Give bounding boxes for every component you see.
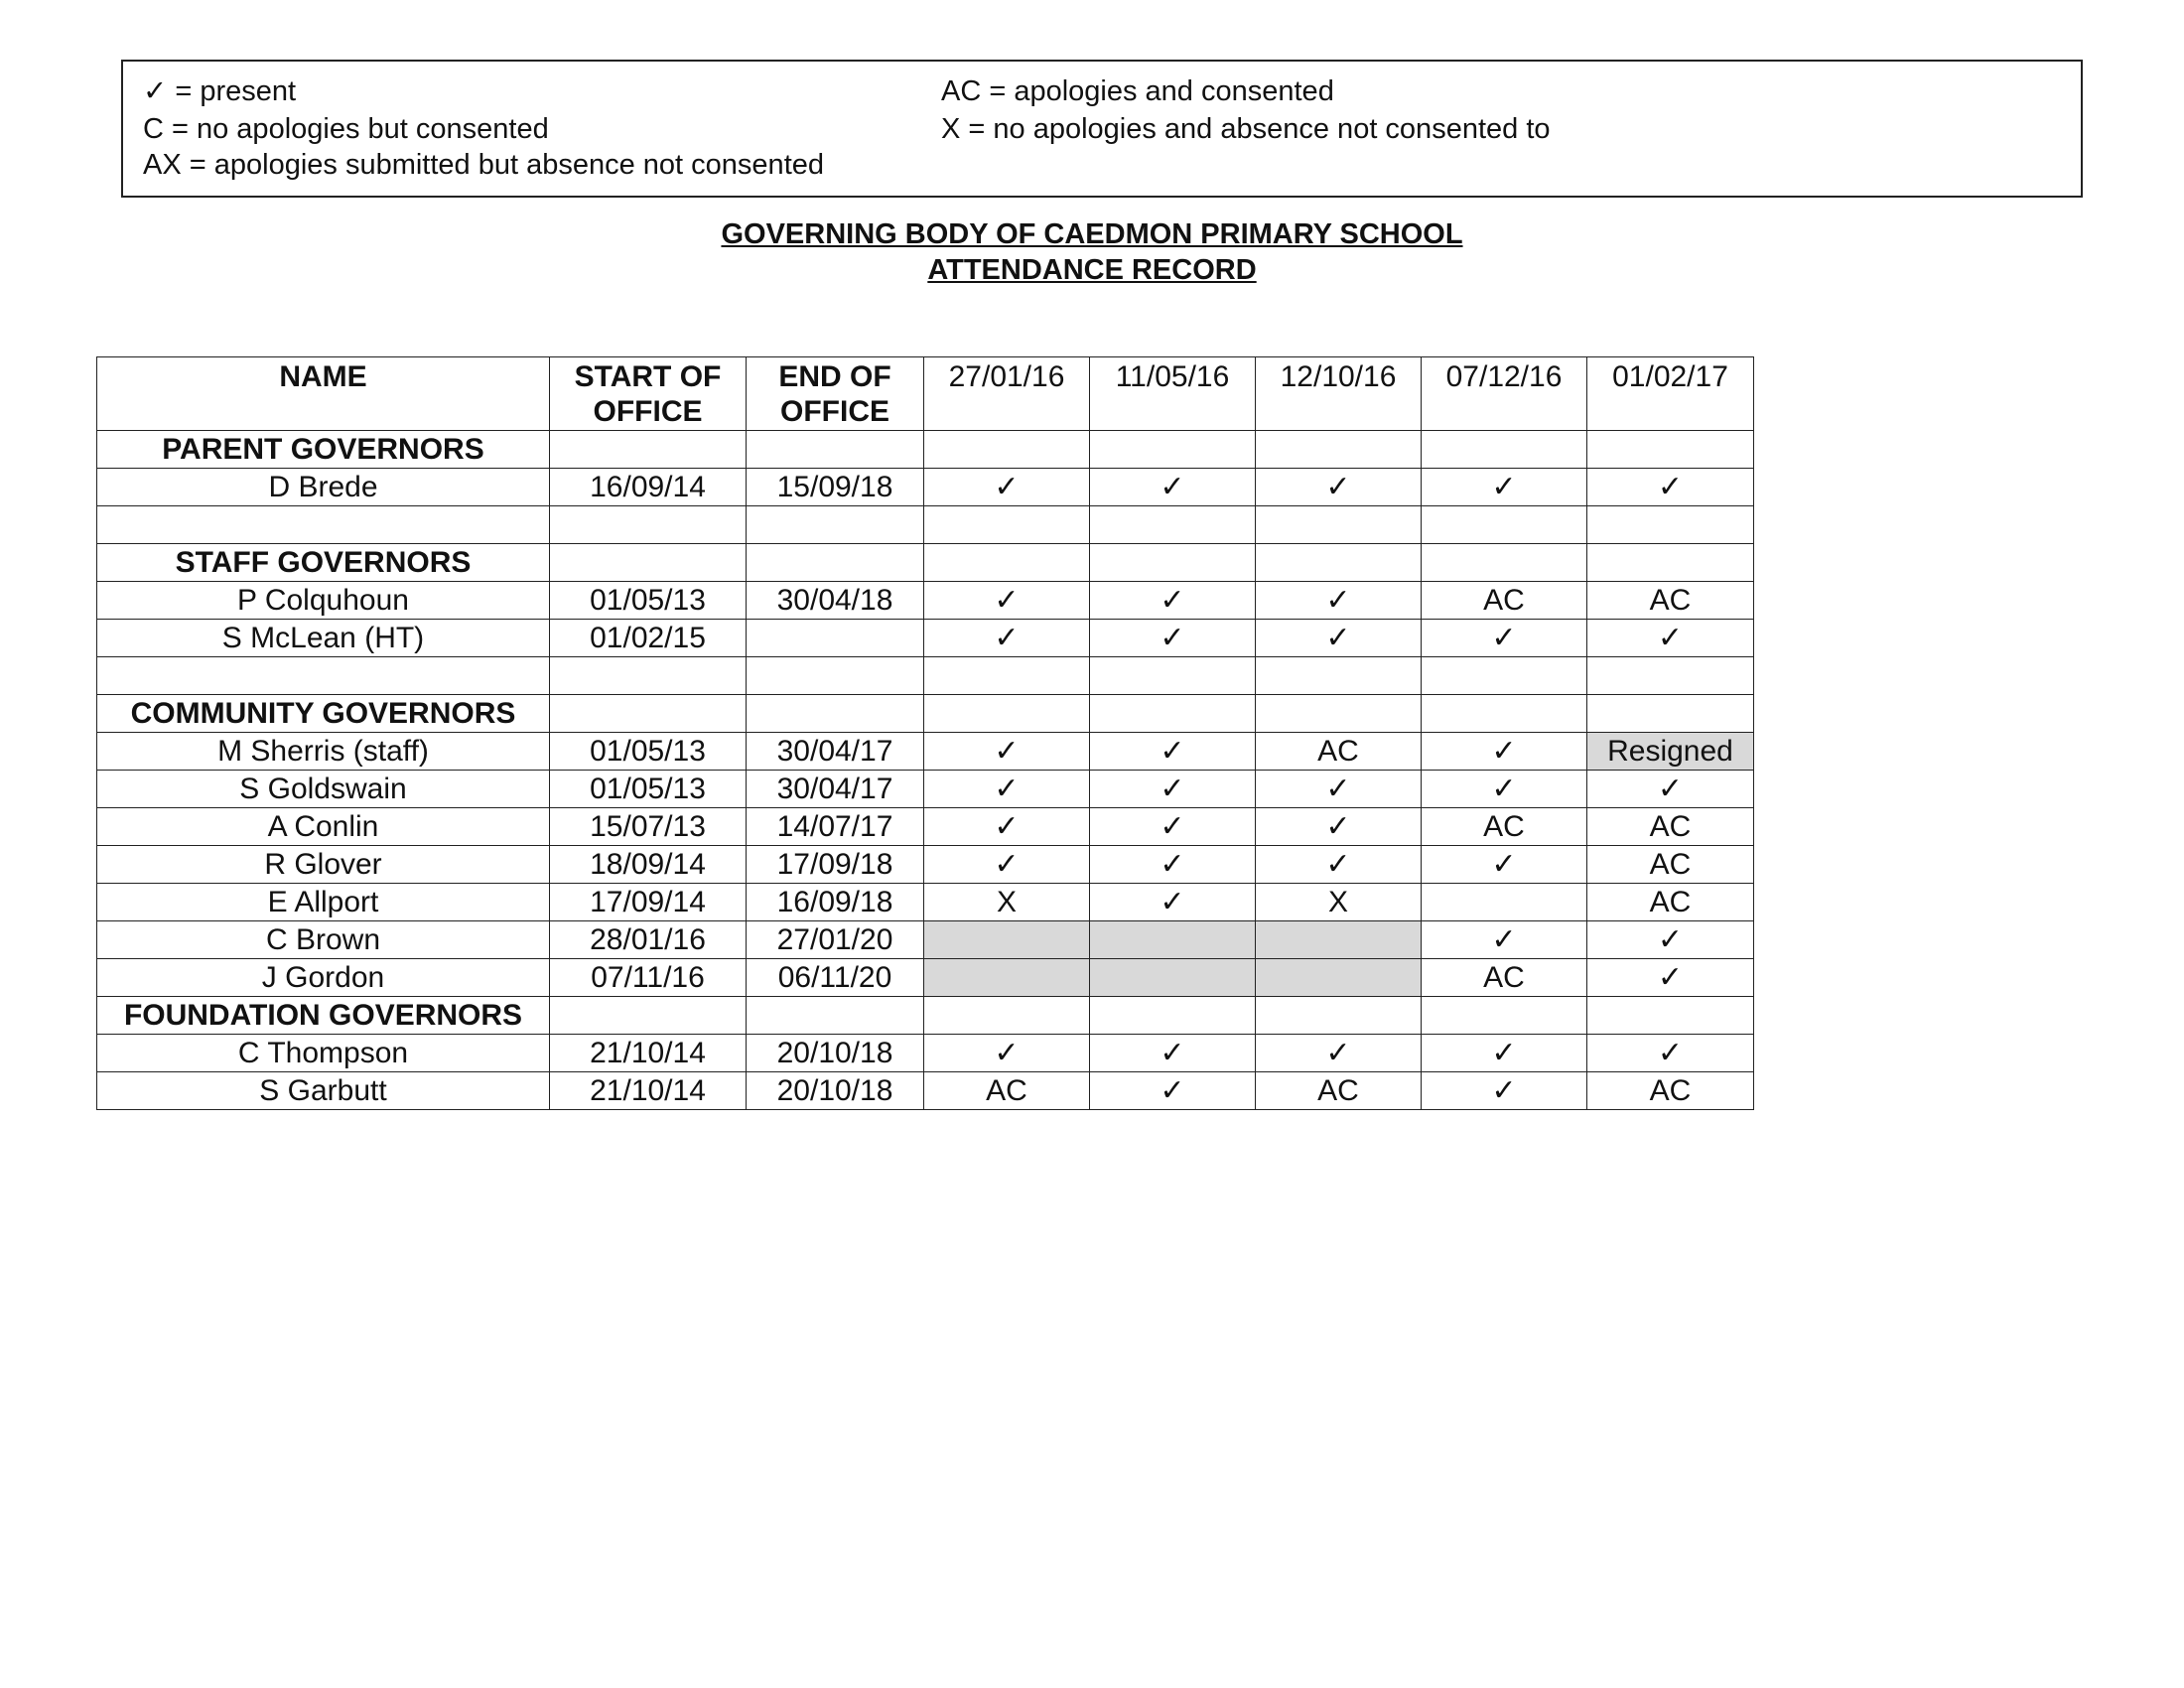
attendance-cell [1422, 431, 1587, 469]
attendance-cell [1422, 695, 1587, 733]
attendance-cell: ✓ [1256, 469, 1422, 506]
attendance-cell [1256, 506, 1422, 544]
attendance-cell [924, 921, 1090, 959]
end-of-office-cell: 16/09/18 [747, 884, 924, 921]
governor-name [97, 657, 550, 695]
legend-ax: AX = apologies submitted but absence not consented [143, 149, 825, 181]
attendance-cell: ✓ [1090, 808, 1256, 846]
attendance-cell: X [1256, 884, 1422, 921]
attendance-cell: ✓ [1256, 808, 1422, 846]
governor-name: J Gordon [97, 959, 550, 997]
attendance-cell [1422, 506, 1587, 544]
attendance-cell [924, 506, 1090, 544]
start-of-office-cell: 01/05/13 [550, 733, 747, 771]
header-end-of-office [747, 357, 924, 431]
attendance-cell: AC [1422, 582, 1587, 620]
attendance-cell: AC [1587, 808, 1754, 846]
attendance-cell: AC [1256, 733, 1422, 771]
attendance-cell: ✓ [1422, 620, 1587, 657]
attendance-cell: ✓ [1090, 771, 1256, 808]
attendance-cell [1256, 695, 1422, 733]
start-of-office-cell: 15/07/13 [550, 808, 747, 846]
table-row [97, 1035, 1754, 1072]
start-of-office-cell: 01/05/13 [550, 582, 747, 620]
attendance-cell [924, 431, 1090, 469]
legend-c: C = no apologies but consented [143, 113, 549, 145]
end-of-office-cell: 14/07/17 [747, 808, 924, 846]
attendance-cell: AC [1587, 582, 1754, 620]
attendance-cell: X [924, 884, 1090, 921]
header-end-label: END OF OFFICE [778, 360, 891, 428]
header-row [97, 357, 1754, 431]
end-of-office-cell: 17/09/18 [747, 846, 924, 884]
table-row [97, 1072, 1754, 1110]
end-of-office-cell: 20/10/18 [747, 1035, 924, 1072]
attendance-cell: AC [1256, 1072, 1422, 1110]
attendance-cell [1422, 884, 1587, 921]
attendance-cell: ✓ [1587, 469, 1754, 506]
table-row [97, 582, 1754, 620]
section-row [97, 544, 1754, 582]
start-of-office-cell: 18/09/14 [550, 846, 747, 884]
start-of-office-cell [550, 657, 747, 695]
end-of-office-cell: 30/04/18 [747, 582, 924, 620]
table-row [97, 846, 1754, 884]
section-heading: STAFF GOVERNORS [97, 544, 550, 582]
attendance-cell [924, 997, 1090, 1035]
header-start-of-office [550, 357, 747, 431]
attendance-cell [924, 544, 1090, 582]
attendance-cell [1422, 997, 1587, 1035]
document-title: GOVERNING BODY OF CAEDMON PRIMARY SCHOOL [721, 218, 1463, 250]
attendance-cell: ✓ [1256, 620, 1422, 657]
attendance-cell: ✓ [1256, 582, 1422, 620]
attendance-cell: ✓ [1422, 846, 1587, 884]
attendance-cell [1256, 959, 1422, 997]
end-of-office-cell [747, 695, 924, 733]
attendance-cell: AC [1587, 884, 1754, 921]
attendance-cell [1587, 506, 1754, 544]
table-row [97, 884, 1754, 921]
attendance-cell: ✓ [1256, 1035, 1422, 1072]
section-heading: COMMUNITY GOVERNORS [97, 695, 550, 733]
attendance-cell [1090, 921, 1256, 959]
attendance-cell: ✓ [1090, 620, 1256, 657]
header-date: 01/02/17 [1587, 357, 1754, 431]
table-row [97, 808, 1754, 846]
attendance-cell [1256, 544, 1422, 582]
header-date: 27/01/16 [924, 357, 1090, 431]
attendance-cell: ✓ [1090, 1072, 1256, 1110]
attendance-cell: ✓ [1256, 771, 1422, 808]
attendance-cell: ✓ [924, 620, 1090, 657]
governor-name: S McLean (HT) [97, 620, 550, 657]
governor-name: M Sherris (staff) [97, 733, 550, 771]
document-subtitle: ATTENDANCE RECORD [927, 254, 1257, 286]
attendance-cell: ✓ [1422, 469, 1587, 506]
attendance-cell: ✓ [1090, 1035, 1256, 1072]
start-of-office-cell [550, 431, 747, 469]
end-of-office-cell: 30/04/17 [747, 733, 924, 771]
governor-name: C Thompson [97, 1035, 550, 1072]
attendance-cell [1587, 997, 1754, 1035]
attendance-cell: ✓ [924, 469, 1090, 506]
section-row [97, 695, 1754, 733]
governor-name: A Conlin [97, 808, 550, 846]
attendance-cell: ✓ [1587, 620, 1754, 657]
header-date: 11/05/16 [1090, 357, 1256, 431]
governor-name: D Brede [97, 469, 550, 506]
attendance-cell: AC [1422, 808, 1587, 846]
attendance-cell [1090, 431, 1256, 469]
end-of-office-cell: 06/11/20 [747, 959, 924, 997]
attendance-cell: ✓ [1422, 733, 1587, 771]
attendance-cell: ✓ [1090, 582, 1256, 620]
start-of-office-cell: 17/09/14 [550, 884, 747, 921]
start-of-office-cell [550, 997, 747, 1035]
attendance-cell [1587, 695, 1754, 733]
end-of-office-cell [747, 506, 924, 544]
attendance-cell: ✓ [924, 846, 1090, 884]
attendance-cell [1422, 657, 1587, 695]
attendance-cell: ✓ [1422, 1035, 1587, 1072]
legend-ac: AC = apologies and consented [941, 75, 1334, 107]
attendance-cell: ✓ [924, 582, 1090, 620]
attendance-cell: ✓ [924, 808, 1090, 846]
legend-present: ✓ = present [143, 75, 297, 107]
end-of-office-cell [747, 657, 924, 695]
governor-name: R Glover [97, 846, 550, 884]
start-of-office-cell: 01/02/15 [550, 620, 747, 657]
end-of-office-cell: 15/09/18 [747, 469, 924, 506]
attendance-cell: ✓ [1587, 1035, 1754, 1072]
start-of-office-cell [550, 544, 747, 582]
attendance-cell [1256, 431, 1422, 469]
governor-name: E Allport [97, 884, 550, 921]
attendance-cell: AC [1587, 846, 1754, 884]
end-of-office-cell: 20/10/18 [747, 1072, 924, 1110]
attendance-cell [1587, 431, 1754, 469]
attendance-table [96, 356, 1754, 1110]
attendance-cell: ✓ [1422, 771, 1587, 808]
end-of-office-cell [747, 431, 924, 469]
start-of-office-cell [550, 506, 747, 544]
attendance-cell [1090, 657, 1256, 695]
start-of-office-cell [550, 695, 747, 733]
governor-name: S Goldswain [97, 771, 550, 808]
attendance-cell [1090, 695, 1256, 733]
attendance-cell: ✓ [924, 733, 1090, 771]
attendance-cell: ✓ [1422, 1072, 1587, 1110]
section-row [97, 997, 1754, 1035]
attendance-cell: Resigned [1587, 733, 1754, 771]
end-of-office-cell [747, 620, 924, 657]
table-row [97, 921, 1754, 959]
attendance-cell: ✓ [1587, 959, 1754, 997]
attendance-cell: ✓ [1256, 846, 1422, 884]
attendance-cell [1090, 959, 1256, 997]
attendance-table-body [97, 431, 1754, 1110]
start-of-office-cell: 01/05/13 [550, 771, 747, 808]
section-heading: FOUNDATION GOVERNORS [97, 997, 550, 1035]
end-of-office-cell: 27/01/20 [747, 921, 924, 959]
attendance-cell [1256, 657, 1422, 695]
attendance-cell [1587, 657, 1754, 695]
start-of-office-cell: 21/10/14 [550, 1072, 747, 1110]
attendance-cell: AC [924, 1072, 1090, 1110]
governor-name [97, 506, 550, 544]
start-of-office-cell: 16/09/14 [550, 469, 747, 506]
attendance-cell: ✓ [1587, 771, 1754, 808]
header-name: NAME [97, 357, 550, 431]
end-of-office-cell [747, 544, 924, 582]
governor-name: S Garbutt [97, 1072, 550, 1110]
end-of-office-cell [747, 997, 924, 1035]
attendance-cell [924, 959, 1090, 997]
spacer-row [97, 506, 1754, 544]
attendance-cell [1587, 544, 1754, 582]
legend-x: X = no apologies and absence not consented to [941, 113, 1551, 145]
header-date: 12/10/16 [1256, 357, 1422, 431]
attendance-cell [1090, 506, 1256, 544]
start-of-office-cell: 28/01/16 [550, 921, 747, 959]
attendance-cell: AC [1587, 1072, 1754, 1110]
section-row [97, 431, 1754, 469]
attendance-cell: ✓ [924, 771, 1090, 808]
attendance-cell [924, 657, 1090, 695]
end-of-office-cell: 30/04/17 [747, 771, 924, 808]
start-of-office-cell: 07/11/16 [550, 959, 747, 997]
attendance-cell [1090, 544, 1256, 582]
section-heading: PARENT GOVERNORS [97, 431, 550, 469]
table-row [97, 733, 1754, 771]
table-row [97, 771, 1754, 808]
header-date: 07/12/16 [1422, 357, 1587, 431]
attendance-cell [1256, 997, 1422, 1035]
attendance-cell [1090, 997, 1256, 1035]
governor-name: C Brown [97, 921, 550, 959]
governor-name: P Colquhoun [97, 582, 550, 620]
attendance-cell [1422, 544, 1587, 582]
attendance-cell: ✓ [1090, 846, 1256, 884]
attendance-cell: ✓ [1090, 884, 1256, 921]
table-row [97, 620, 1754, 657]
attendance-cell: ✓ [1422, 921, 1587, 959]
attendance-key-box [121, 60, 2083, 198]
attendance-cell: ✓ [1090, 469, 1256, 506]
attendance-cell [1256, 921, 1422, 959]
header-start-label: START OF OFFICE [574, 360, 722, 428]
attendance-cell: ✓ [924, 1035, 1090, 1072]
attendance-cell: ✓ [1090, 733, 1256, 771]
attendance-cell: AC [1422, 959, 1587, 997]
table-row [97, 959, 1754, 997]
attendance-cell [924, 695, 1090, 733]
table-row [97, 469, 1754, 506]
start-of-office-cell: 21/10/14 [550, 1035, 747, 1072]
spacer-row [97, 657, 1754, 695]
attendance-cell: ✓ [1587, 921, 1754, 959]
